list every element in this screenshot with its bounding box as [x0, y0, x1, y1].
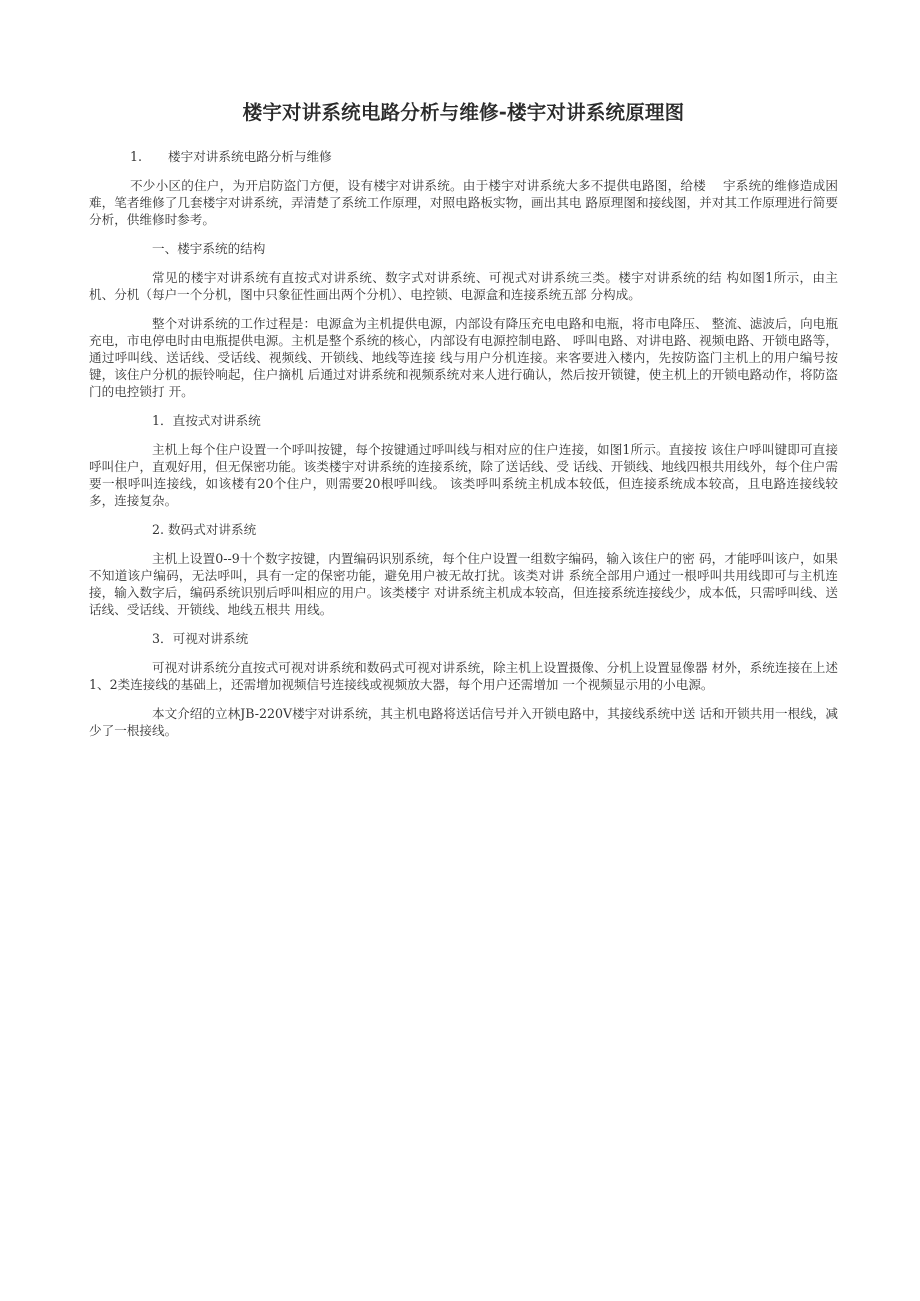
item-heading-text: 楼宇对讲系统电路分析与维修 — [168, 149, 332, 164]
document-page — [89, 100, 838, 751]
process-paragraph: 整个对讲系统的工作过程是：电源盒为主机提供电源，内部设有降压充电电路和电瓶，将市电降压、 整流、滤波后，向电瓶充电，市电停电时由电瓶提供电源。主机是整个系统的核心，内部设有电源控制电路、 呼叫电路、对讲电路、视频电路、开锁电路等，通过呼叫线、送话线、受话线、视频线、开锁线、地线等连接 线与用户分机连接。来客要进入楼内，先按防盗门主机上的用户编号按键，该住户分机的振铃响起，住户摘机 后通过对讲系统和视频系统对来人进行确认，然后按开锁键，使主机上的开锁电路动作，将防盗门的电控锁打 开。 — [89, 316, 838, 399]
item-number: 1. — [130, 149, 143, 164]
digital-system-paragraph: 主机上设置0--9十个数字按键，内置编码识别系统，每个住户设置一组数字编码，输入该住户的密 码，才能呼叫该户，如果不知道该户编码，无法呼叫，具有一定的保密功能，避免用户被无故打扰。该类对讲 系统全部用户通过一根呼叫共用线即可与主机连接，输入数字后，编码系统识别后呼叫相应的用户。该类楼宇 对讲系统主机成本较高，但连接系统连接线少，成本低，只需呼叫线、送话线、受话线、开锁线、地线五根共 用线。 — [89, 551, 838, 617]
document-title: 楼宇对讲系统电路分析与维修-楼宇对讲系统原理图 — [242, 101, 685, 124]
closing-paragraph: 本文介绍的立林JB-220V楼宇对讲系统，其主机电路将送话信号并入开锁电路中，其接线系统中送 话和开锁共用一根线，减少了一根接线。 — [89, 706, 838, 738]
subsection-heading-digital: 2. 数码式对讲系统 — [152, 522, 257, 537]
subsection-heading-video: 3．可视对讲系统 — [152, 631, 249, 646]
structure-paragraph: 常见的楼宇对讲系统有直按式对讲系统、数字式对讲系统、可视式对讲系统三类。楼宇对讲系统的结 构如图1所示，由主机、分机（每户一个分机，图中只象征性画出两个分机）、电控锁、电源盒和连接系统五部 分构成。 — [89, 270, 838, 302]
section-heading-structure: 一、楼宇系统的结构 — [152, 241, 266, 256]
direct-system-paragraph: 主机上每个住户设置一个呼叫按键，每个按键通过呼叫线与相对应的住户连接，如图1所示。直接按 该住户呼叫键即可直接呼叫住户，直观好用，但无保密功能。该类楼宇对讲系统的连接系统，除了送话线、受 话线、开锁线、地线四根共用线外，每个住户需要一根呼叫连接线，如该楼有20个住户，则需要20根呼叫线。 该类呼叫系统主机成本较低，但连接系统成本较高，且电路连接线较多，连接复杂。 — [89, 442, 838, 508]
numbered-heading — [89, 148, 838, 165]
video-system-paragraph: 可视对讲系统分直按式可视对讲系统和数码式可视对讲系统，除主机上设置摄像、分机上设置显像器 材外，系统连接在上述1、2类连接线的基础上，还需增加视频信号连接线或视频放大器，每个用户还需增加 一个视频显示用的小电源。 — [89, 660, 838, 692]
intro-paragraph: 不少小区的住户，为开启防盗门方便，设有楼宇对讲系统。由于楼宇对讲系统大多不提供电路图，给楼 宇系统的维修造成困难，笔者维修了几套楼宇对讲系统，弄清楚了系统工作原理，对照电路板实物，画出其电 路原理图和接线图，并对其工作原理进行简要分析，供维修时参考。 — [89, 178, 838, 227]
subsection-heading-direct: 1．直按式对讲系统 — [152, 413, 261, 428]
